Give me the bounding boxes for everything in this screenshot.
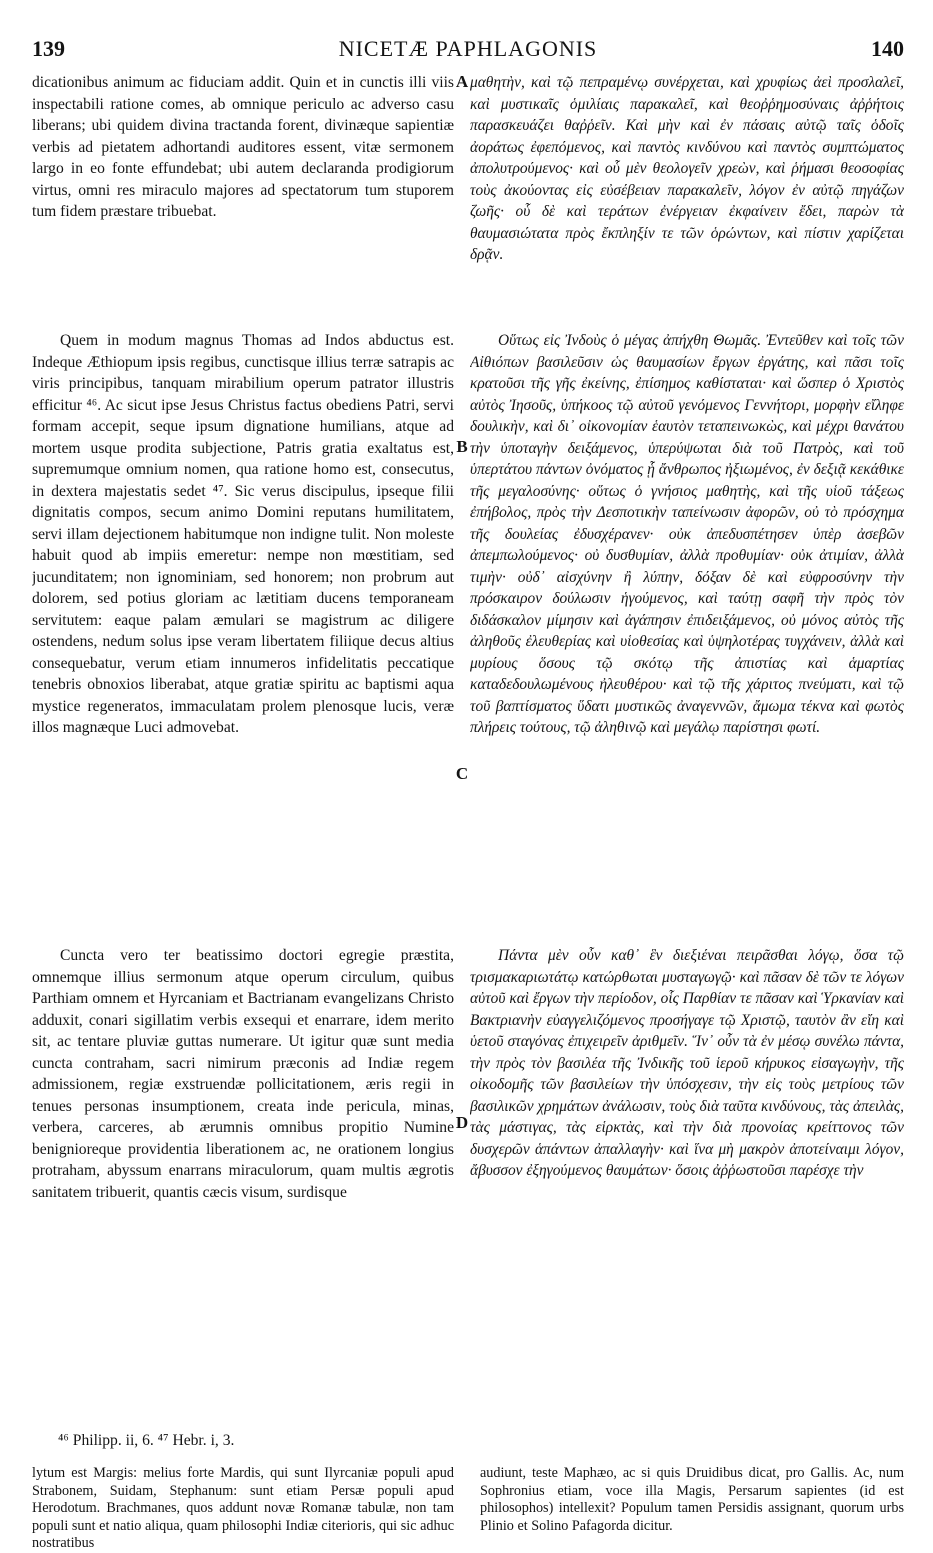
greek-column-block-1: [470, 72, 904, 330]
greek-paragraph: Πάντα μὲν οὖν καθ᾽ ἓν διεξιέναι πειρᾶσθαι λόγῳ, ὅσα τῷ τρισμακαριωτάτῳ κατώρθωται μυσταγωγῷ· καὶ πᾶσαν δὲ τῶν τε λόγων αὐτοῦ καὶ ἔργων τὴν περίοδον, οἷς Παρθίαν τε πᾶσαν καὶ Ὑρκανίαν καὶ Βακτριανὴν εὐαγγελιζόμενος προσήγαγε τῷ Χριστῷ, ταυτὸν ἂν εἴη καὶ ὑετοῦ σταγόνας ἐπιχειρεῖν ἀριθμεῖν. Ἵν᾽ οὖν τὰ ἐν μέσῳ συνέλω πάντα, τὴν πρὸς τὸν βασιλέα τῆς Ἰνδικῆς τοῦ ἱεροῦ κήρυκος εἰσαγωγὴν, τῆς οἰκοδομῆς τῶν βασιλείων τὴν ὑπόσχεσιν, τὴν εἰς τοὺς μετρίους τῶν βασιλικῶν χρημάτων ἀνάλωσιν, τοὺς διὰ ταῦτα κινδύνους, τὰς ἀπειλὰς, τὰς μάστιγας, τὰς εἱρκτὰς, καὶ τὴν διὰ προνοίας κρείττονος τῶν δυσχερῶν ἁπάντων ἀπαλλαγὴν· καὶ ἵνα μὴ μακρὸν ἀποτείναιμι λόγον, ἄβυσσον ἐξηγούμενος θαυμάτων· ὅσοις ἀῤῥωστοῦσι παρέσχε τὴν: [470, 947, 904, 1179]
margin-letter-d: D: [455, 1113, 469, 1132]
greek-paragraph: μαθητὴν, καὶ τῷ πεπραμένῳ συνέρχεται, καὶ χρυφίως ἀεὶ προσλαλεῖ, καὶ μυστικαῖς ὁμιλίαις παρακαλεῖ, καὶ θεοῤῥημοσύναις ἀῤῥήτοις παρασκευάζει θαῤῥεῖν. Καὶ μὴν καὶ ἐν πάσαις αὐτῷ ταῖς ὁδοῖς ἀοράτως ἐφεπόμενος, καὶ παντὸς κινδύνου καὶ παντὸς συμπτώματος ἀπολυτρούμενος· καὶ οὗ μὲν θεολογεῖν χρεὼν, καὶ ῥήμασι θεοσοφίας τοὺς ἀκούοντας εἰς εὐσέβειαν παρακαλεῖν, λόγον ἐν αὐτῷ πηγάζων ζωῆς· οὗ δὲ καὶ τεράτων ἐνέργειαν ἐκφαίνειν ἔδει, παρὼν τὰ θαυμασιώτατα πρὸς ἔκπληξίν τε τῶν ὁρώντων, καὶ πίστιν χαρίζεται δρᾷν.: [470, 74, 904, 263]
running-title: NICETÆ PAPHLAGONIS: [338, 36, 598, 61]
page-number-left: 139: [32, 36, 65, 61]
margin-letter-b: B: [456, 437, 468, 456]
margin-letter-a: A: [455, 72, 469, 91]
page-number-right: 140: [871, 36, 904, 61]
note-text: audiunt, teste Maphæo, ac si quis Druidibus dicat, pro Gallis. Ac, num Sophronius etiam, voce illa Magis, Persarum sapientes (id est philosophos) intellexit? Populum tamen Persidis assignant, quorum urbs Plinio et Solino Pafagorda dicitur.: [480, 1465, 904, 1534]
margin-letter-c: C: [455, 764, 469, 783]
latin-column-block-1: [32, 72, 454, 292]
greek-column-block-3: [470, 945, 904, 1415]
latin-column-block-3: [32, 945, 454, 1415]
latin-column-block-2: [32, 330, 454, 918]
latin-paragraph: Cuncta vero ter beatissimo doctori egregie præstita, omnemque illius sermonum atque operum circulum, quibus Parthiam omnem et Hyrcaniam et Bactrianam evangelizans Christo adduxit, conari sigillatim verbis exsequi et enarrare, idem merito sit, ac tentare pluviæ guttas numerare. Ut igitur quæ sunt media cuncta contraham, sacri nimirum præconis ad Indiæ regem admissionem, regiæ exstruendæ pollicitationem, æris regii in tenues personas insumptionem, creata inde pericula, minas, verbera, carceres, ab ærumnis omnibus propitio Numine benignioreque providentia liberationem ac, ne orationem longius protraham, abyssum enarrans miraculorum, quam multis ægrotis sanitatem tribuerit, quantis cæcis visum, surdisque: [32, 947, 454, 1201]
greek-paragraph: Οὕτως εἰς Ἰνδοὺς ὁ μέγας ἀπήχθη Θωμᾶς. Ἐντεῦθεν καὶ τοῖς τῶν Αἰθιόπων βασιλεῦσιν ὡς θαυμασίων ἔργων ἐργάτης, καὶ πᾶσι τοῖς κρατοῦσι τῆς γῆς ἐκείνης, ἐπίσημος καθίσταται· καὶ ὥσπερ ὁ Χριστὸς αὐτὸς Ἰησοῦς, ὑπήκοος τῷ αὐτοῦ γενόμενος Γεννήτορι, μορφὴν εἴληφε δουλικὴν, καὶ δι᾽ οἰκονομίαν ἑαυτὸν τεταπεινωκὼς, καὶ μέχρι θανάτου τὴν ὑποταγὴν δειξάμενος, ὑπερύψωται διὰ τοῦ Πατρὸς, καὶ τοῦ ὑπερτάτου πάντων ὀνόματος ᾗ ἄνθρωπος ἠξιωμένος, ἐν δεξιᾷ κεκάθικε τῆς μεγαλοσύνης· οὕτως ὁ γνήσιος μαθητὴς, καὶ τῆς υἱοῦ τάξεως ἐπήβολος, πρὸς τὴν Δεσποτικὴν ταπείνωσιν ἀφορῶν, οὐ τὸ πρόσχημα τῆς δουλείας ἐδυσχέρανεν· οὐκ ἀπεδυσπέτησεν ὑπὲρ ἀσεβῶν ἀπεμπωλούμενος· οὐ δυσθυμίαν, ἀλλὰ προθυμίαν· οὐκ ἀτιμίαν, ἀλλὰ τιμὴν· οὐδ᾽ αἰσχύνην ἢ λύπην, δόξαν δὲ καὶ εὐφροσύνην τὴν πρόσκαιρον δούλωσιν ἡγούμενος, καὶ ταύτῃ σαφῆ τὴν πρὸς τὸν διδάσκαλον μίμησιν καὶ ἀγάπησιν ἐπιδειξάμενος, οὐ μόνος αὐτὸς τῆς ἀληθοῦς ἐλευθερίας καὶ υἱοθεσίας καὶ ὑψηλοτέρας τυγχάνειν, ἀλλὰ καὶ μυρίους ὅσους τῷ σκότῳ τῆς ἀπιστίας καὶ ἁμαρτίας καταδεδουλωμένους ἠλευθέρου· καὶ τῷ τῆς χάριτος πνεύματι, καὶ τῷ τοῦ βαπτίσματος ὕδατι μυστικῶς ἀναγεννῶν, ἄμωμα τέκνα καὶ φωτὸς πλήρεις τούτους, τῷ ἀληθινῷ καὶ μεγάλῳ παρίστησι φωτί.: [470, 332, 904, 736]
note-text: lytum est Margis: melius forte Mardis, qui sunt Ilyrcaniæ populi apud Strabonem, Suidam, Stephanum: sunt etiam Persæ populi apud Herodotum. Brachmanes, quos addunt novæ Romanæ tabulæ, non tam populi sunt et natio aliqua, quam philosophi Indiæ citerioris, qui sic adhuc nostratibus: [32, 1465, 454, 1552]
notes-right: [480, 1465, 904, 1535]
greek-column-block-2: [470, 330, 904, 942]
footnotes: ⁴⁶ Philipp. ii, 6. ⁴⁷ Hebr. i, 3.: [58, 1432, 235, 1449]
latin-paragraph: Quem in modum magnus Thomas ad Indos abductus est. Indeque Æthiopum ipsis regibus, cunctisque illius terræ satrapis ac viris principibus, tanquam mirabilium operum patrator illustris efficitur ⁴⁶. Ac sicut ipse Jesus Christus factus obediens Patri, servi formam accepit, seque ipsum dignatione humilians, atque ad mortem usque prodita subjectione, Patris gratia exaltatus est, supremumque omnium nomen, qua ratione homo est, consecutus, in dextera majestatis sedet ⁴⁷. Sic verus discipulus, ipseque filii dignitatis compos, secum animo Domini reputans humilitatem, servi illam dejectionem habitumque non indigne tulit. Non moleste habuit quod ab impiis emeretur: nempe non mœstitiam, sed jucunditatem; non ignominiam, sed honorem; non probrum aut dolorem, sed potius gloriam ac lætitiam ducens temporaneam servitutem: eaque palam æmulari se magistrum ac diligere ostendens, nedum solus ipse veram libertatem filiique decus altius consequebatur, verum etiam innumeros infidelitatis peccatique tenebris obnoxios liberabat, atque gratiæ spiritu ac baptismi aqua mystice regeneratos, immaculatam prolem plenosque lucis, veræ illos magnæque Luci admovebat.: [32, 332, 454, 736]
latin-paragraph: dicationibus animum ac fiduciam addit. Quin et in cunctis illi viis inspectabili ratione comes, ab omnique periculo ac adverso casu liberans; ubi quidem divina tractanda forent, divinæque sapientiæ verbis ad pietatem adhortandi auditores essent, vitæ sermonem largo in eo fonte effundebat; ubi autem declaranda prodigiorum virtus, omni res miraculo majores ad spectatorum tum stuporem tum fidem præstare tribuebat.: [32, 74, 454, 220]
notes-left: [32, 1465, 454, 1553]
running-header: [32, 30, 904, 70]
